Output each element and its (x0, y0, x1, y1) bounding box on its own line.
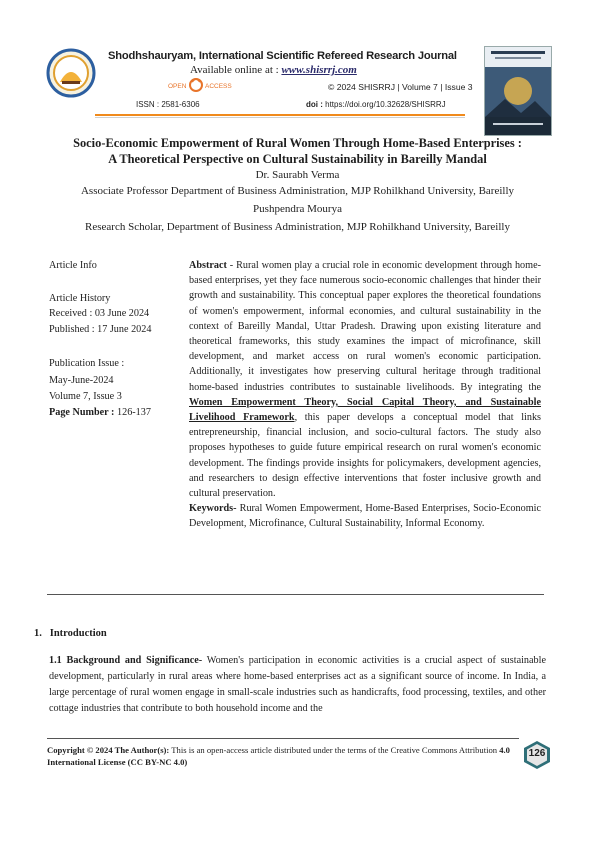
page-number-value: 126-137 (117, 407, 151, 418)
article-history-heading: Article History (49, 293, 111, 304)
journal-url-link[interactable]: www.shisrrj.com (281, 64, 357, 76)
issn: ISSN : 2581-6306 (136, 100, 200, 109)
page-badge-number: 126 (528, 748, 546, 759)
author-1: Dr. Saurabh Verma (255, 169, 340, 181)
abstract-text-b: , this paper develops a conceptual model that links entrepreneurship, financial inclusion, and socio-cultural factors. The study also proposes hypotheses to guide future empirical research on rural women's economic development. The findings provide insights for policymakers, development agencies, and researchers to design effective interventions that foster inclusive growth and cultural preservation. (189, 412, 542, 500)
doi (306, 100, 446, 109)
doi-label: doi : (306, 100, 323, 109)
available-prefix: Available online at : (190, 64, 279, 76)
license-text: 4.0 International License (CC BY-NC 4.0) (47, 745, 510, 767)
available-online (190, 64, 357, 76)
journal-cover-thumbnail (484, 46, 552, 136)
svg-text:OPEN: OPEN (168, 83, 187, 90)
introduction-heading: 1. Introduction (34, 628, 107, 639)
footer-rule (47, 738, 519, 739)
subsection-label: 1.1 Background and Significance- (49, 655, 203, 666)
journal-meta: © 2024 SHISRRJ | Volume 7 | Issue 3 (328, 82, 473, 92)
page-number-label: Page Number : (49, 407, 115, 418)
issue-date: May-June-2024 (49, 375, 114, 386)
doi-link[interactable]: https://doi.org/10.32628/SHISRRJ (325, 100, 446, 109)
keywords: Rural Women Empowerment, Home-Based Enterprises, Socio-Economic Development, Microfinance, Cultural Sustainability, Informal Economy. (189, 503, 541, 530)
header-rule-secondary (95, 117, 465, 118)
author-2: Pushpendra Mourya (253, 203, 342, 215)
journal-logo (46, 48, 96, 98)
abstract-text-a: - Rural women play a crucial role in economic development through home-based enterprises, yet they face numerous socio-economic challenges that hinder their growth and sustainability. This conceptual paper explores the theoretical foundations of women's empowerment, informal economies, and cultural sustainability in the context of Bareilly Mandal, Uttar Pradesh. Drawing upon existing literature and theoretical frameworks, this study examines the impact of microfinance, skill development, and market access on rural women's economic participation. Additionally, it investigates how preserving cultural heritage through traditional home-based industries contributes to sustainable livelihoods. By integrating the (189, 260, 541, 393)
journal-title: Shodhshauryam, International Scientific Refereed Research Journal (108, 50, 457, 62)
page-number (49, 406, 151, 421)
copyright-text: This is an open-access article distributed under the terms of the Creative Commons Attribution (169, 745, 500, 755)
affiliation-1: Associate Professor Department of Business Administration, MJP Rohilkhand University, Bareilly (80, 185, 515, 197)
keywords-label: Keywords- (189, 503, 237, 515)
received-date: Received : 03 June 2024 (49, 308, 150, 319)
copyright-label: Copyright © 2024 The Author(s): (47, 745, 170, 755)
abstract (189, 258, 541, 532)
abstract-rule (47, 594, 544, 595)
copyright-notice (47, 744, 517, 768)
paper-title-line2: A Theoretical Perspective on Cultural Sustainability in Bareilly Mandal (108, 152, 487, 166)
published-date: Published : 17 June 2024 (49, 324, 152, 335)
page-number-badge (522, 740, 552, 770)
paper-title-line1: Socio-Economic Empowerment of Rural Women Through Home-Based Enterprises : (73, 136, 522, 150)
volume-issue: Volume 7, Issue 3 (49, 391, 122, 402)
svg-text:ACCESS: ACCESS (205, 83, 232, 90)
abstract-label: Abstract (189, 260, 227, 271)
open-access-logo (168, 76, 236, 94)
publication-issue-label: Publication Issue : (49, 358, 125, 369)
introduction-paragraph (49, 653, 546, 717)
article-info-heading: Article Info (49, 260, 97, 271)
introduction-text: Women's participation in economic activities is a crucial aspect of sustainable development, particularly in rural areas where home-based enterprises act as a significant source of income. In India, a large percentage of rural women engage in small-scale industries such as handicrafts, food processing, textiles, and other cottage industries that contribute to both household income and the (49, 655, 546, 714)
affiliation-2: Research Scholar, Department of Business Administration, MJP Rohilkhand University, Bareilly (85, 221, 510, 233)
header-rule (95, 114, 465, 116)
abstract-frameworks: Women Empowerment Theory, Social Capital Theory, and Sustainable Livelihood Framework (189, 396, 541, 424)
